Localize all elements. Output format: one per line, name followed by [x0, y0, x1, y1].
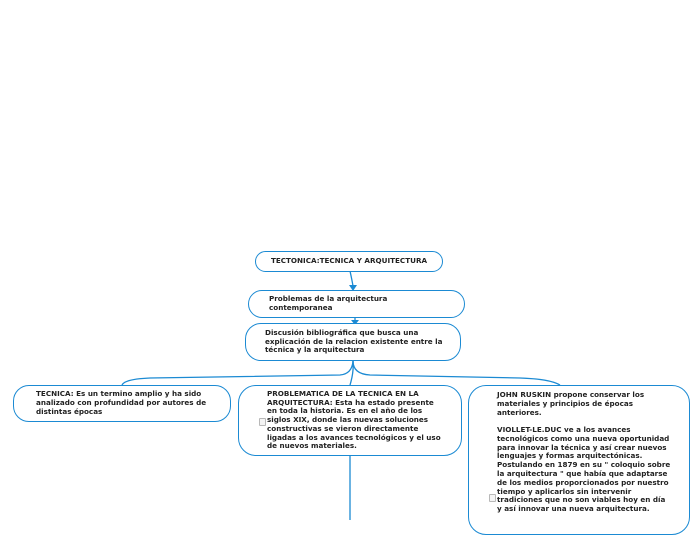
root-node-text: TECTONICA:TECNICA Y ARQUITECTURA	[270, 256, 428, 266]
root-node[interactable]	[255, 251, 443, 272]
connector-to-ruskin	[353, 361, 560, 385]
problem-node-text: Problemas de la arquitectura contemporanea	[269, 294, 388, 312]
note-icon[interactable]	[259, 418, 266, 426]
tecnica-node-text: TECNICA: Es un termino amplio y ha sido analizado con profundidad por autores de distintas épocas	[36, 389, 207, 416]
note-icon[interactable]	[489, 494, 496, 502]
problematica-node[interactable]	[238, 385, 462, 456]
connector-to-tecnica	[122, 361, 353, 385]
problem-node[interactable]	[248, 290, 465, 318]
discussion-node-text: Discusión bibliográfica que busca una explicación de la relacion existente entre la técnica y la arquitectura	[265, 327, 443, 355]
problematica-node-text: PROBLEMATICA DE LA TECNICA EN LA ARQUITECTURA: Esta ha estado presente en toda la historia. Es en el año de los siglos XIX, donde las nuevas soluciones constructivas se vieron directamente ligadas a los avances tecnológicos y el uso de nuevos materiales.	[267, 388, 441, 451]
connector-root-problem	[350, 271, 353, 286]
ruskin-node[interactable]	[468, 385, 690, 535]
ruskin-node-text: JOHN RUSKIN propone conservar los materiales y principios de épocas anteriores. VIOLLET-LE.DUC ve a los avances tecnológicos como una nueva oportunidad para innovar la técnica y así crear nuevos lenguajes y formas arquitectónicas. Postulando en 1879 en su " coloquio sobre la arquitectura " que había que adaptarse de los medios proporcionados por nuestro tiempo y aplicarlos sin intervenir tradiciones que no son viables hoy en día y así innovar una nueva arquitectura.	[497, 390, 671, 514]
discussion-node[interactable]	[245, 323, 461, 361]
tecnica-node[interactable]	[13, 385, 231, 422]
